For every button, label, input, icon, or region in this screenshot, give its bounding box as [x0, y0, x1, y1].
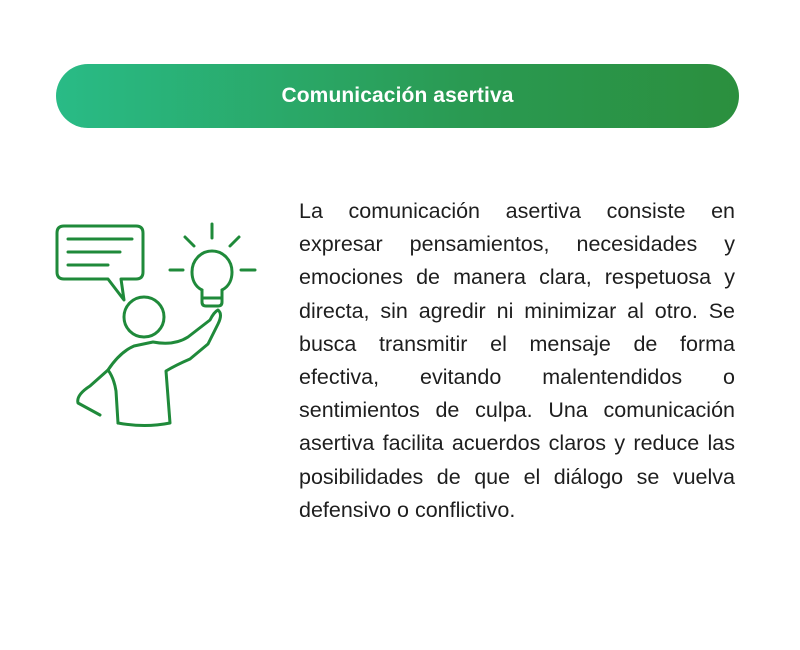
title-banner — [56, 64, 739, 128]
person-icon — [78, 297, 221, 426]
speech-bubble-icon — [57, 226, 143, 300]
description-paragraph: La comunicación asertiva consiste en expresar pensamientos, necesidades y emociones de manera clara, respetuosa y directa, sin agredir ni minimizar al otro. Se busca transmitir el mensaje de forma efectiva, evitando malentendidos o sentimientos de culpa. Una comunicación asertiva facilita acuerdos claros y reduce las posibilidades de que el diálogo se vuelva defensivo o conflictivo. — [299, 199, 735, 522]
assertive-communication-icon — [50, 218, 265, 433]
lightbulb-icon — [170, 224, 255, 306]
page-title: Comunicación asertiva — [281, 84, 514, 107]
